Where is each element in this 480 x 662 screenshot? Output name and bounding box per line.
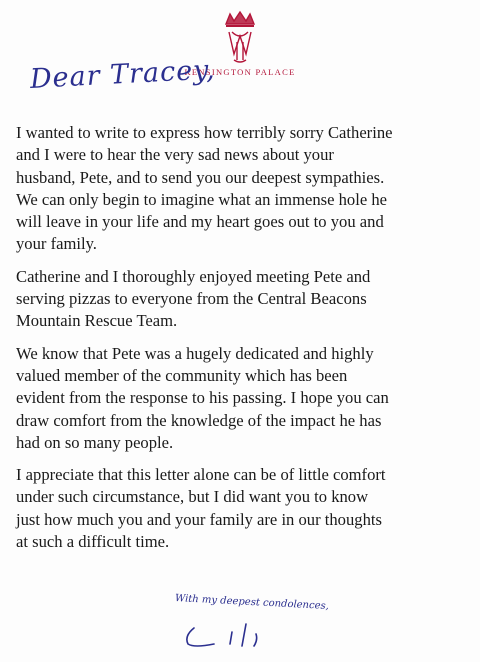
text-line: I wanted to write to express how terribly sorry Catherine [16, 123, 393, 142]
letter-body [16, 122, 468, 563]
letterhead-title: KENSINGTON PALACE [184, 67, 296, 77]
paragraph [16, 464, 468, 553]
paragraph [16, 122, 468, 256]
text-line: at such a difficult time. [16, 532, 170, 552]
text-line: had on so many people. [16, 432, 174, 452]
text-line: under such circumstance, but I did want you to know [16, 487, 369, 507]
salutation: Dear Tracey, [29, 54, 217, 95]
handwritten-signature-icon [180, 620, 290, 654]
royal-cypher-crown-icon [220, 10, 260, 64]
text-line: your family. [16, 234, 97, 254]
text-line: evident from the response to his passing. I hope you can [16, 388, 389, 408]
text-line: just how much you and your family are in our thoughts [16, 509, 382, 529]
text-line: serving pizzas to everyone from the Central Beacons [16, 289, 367, 309]
text-line: valued member of the community which has been [16, 365, 348, 385]
text-line: Catherine and I thoroughly enjoyed meeting Pete and [16, 266, 371, 286]
text-line: and I were to hear the very sad news about your [16, 145, 334, 165]
paragraph [16, 266, 468, 333]
text-line: husband, Pete, and to send you our deepest sympathies. [16, 167, 385, 187]
signature [180, 620, 290, 659]
text-line: We can only begin to imagine what an immense hole he [16, 189, 387, 209]
text-line: We know that Pete was a hugely dedicated and highly [16, 343, 374, 363]
text-line: I appreciate that this letter alone can be of little comfort [16, 465, 386, 485]
text-line: draw comfort from the knowledge of the impact he has [16, 410, 382, 430]
crest [0, 10, 480, 69]
closing-handwritten: With my deepest condolences, [174, 593, 330, 613]
text-line: will leave in your life and my heart goes out to you and [16, 212, 384, 232]
paragraph [16, 343, 468, 454]
text-line: Mountain Rescue Team. [16, 311, 178, 331]
